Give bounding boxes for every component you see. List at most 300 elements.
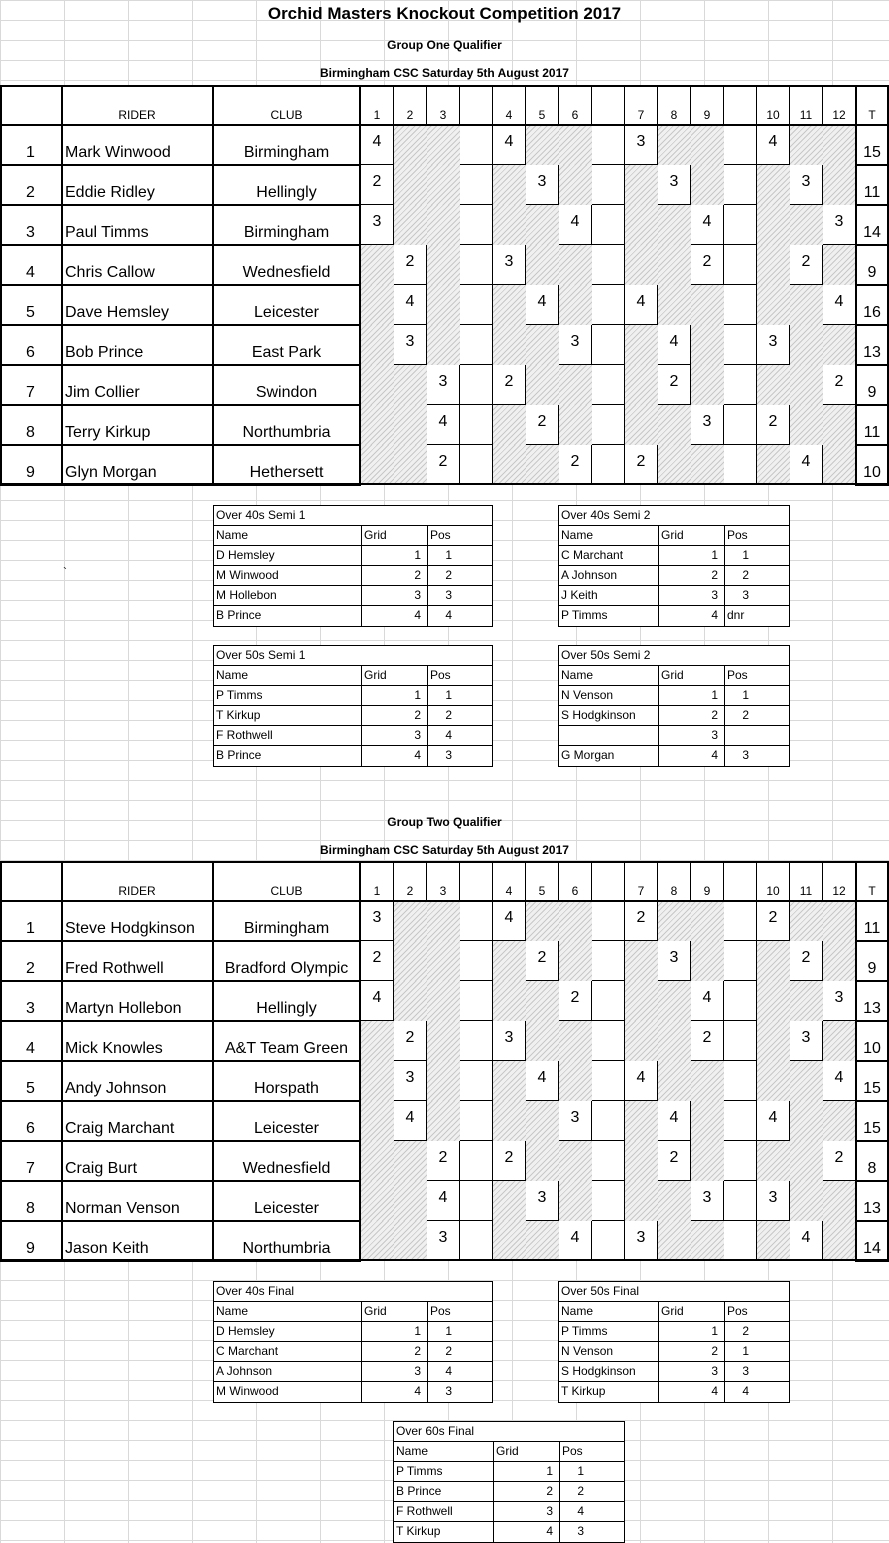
name-cell: Name — [214, 666, 362, 685]
name-cell: S Hodgkinson — [559, 1362, 659, 1381]
empty-heat-cell — [790, 405, 823, 445]
rider-number: 8 — [0, 405, 62, 445]
header-club: CLUB — [213, 85, 361, 125]
rider-name: Steve Hodgkinson — [62, 901, 213, 941]
header-club: CLUB — [213, 861, 361, 901]
empty-heat-cell — [526, 1141, 559, 1181]
group-one-scoresheet — [0, 85, 889, 485]
empty-heat-cell — [823, 1021, 856, 1061]
separator-cell — [460, 205, 493, 245]
row-divider — [0, 1180, 361, 1182]
empty-heat-cell — [526, 365, 559, 405]
header-heat-8: 8 — [658, 861, 691, 901]
table-row — [559, 1362, 789, 1382]
table-header-row — [559, 526, 789, 546]
score-cell: 3 — [493, 1021, 526, 1061]
separator-cell — [592, 125, 625, 165]
score-cell: 4 — [526, 1061, 559, 1101]
empty-heat-cell — [361, 1141, 394, 1181]
score-cell: 2 — [526, 941, 559, 981]
row-divider — [0, 284, 361, 286]
rider-total: 15 — [856, 1101, 889, 1141]
score-cell: 2 — [790, 941, 823, 981]
row-divider — [855, 1020, 889, 1022]
score-cell: 3 — [658, 165, 691, 205]
rider-name: Paul Timms — [62, 205, 213, 245]
pos-cell: 1 — [577, 1464, 584, 1478]
score-cell: 2 — [559, 445, 592, 485]
score-cell: 4 — [625, 1061, 658, 1101]
score-cell: 4 — [361, 981, 394, 1021]
empty-heat-cell — [394, 1181, 427, 1221]
pos-cell: 1 — [742, 1344, 749, 1358]
separator-cell — [724, 1101, 757, 1141]
score-cell: 4 — [658, 1101, 691, 1141]
empty-heat-cell — [493, 165, 526, 205]
table-row — [214, 586, 492, 606]
rider-name: Fred Rothwell — [62, 941, 213, 981]
empty-heat-cell — [625, 405, 658, 445]
table-row — [214, 726, 492, 746]
table-row — [394, 1482, 624, 1502]
score-cell: 4 — [658, 325, 691, 365]
pos-cell: 2 — [742, 708, 749, 722]
score-cell: 3 — [526, 1181, 559, 1221]
grid-cell: 1 — [362, 546, 428, 565]
score-cell: 3 — [559, 325, 592, 365]
rider-total: 9 — [856, 365, 889, 405]
rider-name: Bob Prince — [62, 325, 213, 365]
empty-heat-cell — [427, 285, 460, 325]
row-divider — [0, 940, 361, 942]
row-divider — [855, 404, 889, 406]
rider-number: 1 — [0, 125, 62, 165]
name-cell: P Timms — [559, 606, 659, 626]
pos-cell: 3 — [742, 748, 749, 762]
score-cell: 4 — [427, 1181, 460, 1221]
name-cell: F Rothwell — [214, 726, 362, 745]
score-cell: 3 — [427, 365, 460, 405]
separator-cell — [460, 1021, 493, 1061]
table-row — [559, 546, 789, 566]
empty-heat-cell — [361, 1021, 394, 1061]
empty-heat-cell — [790, 125, 823, 165]
separator-cell — [724, 365, 757, 405]
header-separator — [460, 85, 493, 125]
empty-heat-cell — [394, 445, 427, 485]
empty-heat-cell — [625, 325, 658, 365]
empty-heat-cell — [823, 405, 856, 445]
table-caption: Over 40s Semi 2 — [561, 508, 651, 522]
rider-total: 14 — [856, 205, 889, 245]
table-header-row — [559, 1302, 789, 1322]
name-cell: T Kirkup — [394, 1522, 494, 1542]
table-row — [559, 606, 789, 626]
score-cell: 4 — [691, 205, 724, 245]
pos-cell: 1 — [742, 548, 749, 562]
over-60s-final-table — [393, 1421, 625, 1543]
separator-cell — [460, 325, 493, 365]
empty-heat-cell — [691, 165, 724, 205]
empty-heat-cell — [790, 1181, 823, 1221]
separator-cell — [724, 1021, 757, 1061]
name-cell: A Johnson — [559, 566, 659, 585]
empty-heat-cell — [361, 285, 394, 325]
header-heat-4: 4 — [493, 861, 526, 901]
name-cell — [559, 726, 659, 745]
name-cell: M Winwood — [214, 566, 362, 585]
empty-heat-cell — [559, 1061, 592, 1101]
grid-cell: Grid — [362, 666, 428, 685]
empty-heat-cell — [625, 165, 658, 205]
rider-name: Glyn Morgan — [62, 445, 213, 485]
header-heat-3: 3 — [427, 861, 460, 901]
separator-cell — [460, 245, 493, 285]
rider-name: Mick Knowles — [62, 1021, 213, 1061]
stray-mark: ` — [63, 565, 67, 579]
score-cell: 4 — [361, 125, 394, 165]
row-divider — [0, 364, 361, 366]
separator-cell — [592, 981, 625, 1021]
empty-heat-cell — [658, 445, 691, 485]
rider-club: Leicester — [213, 1181, 361, 1221]
separator-cell — [592, 941, 625, 981]
empty-heat-cell — [493, 1101, 526, 1141]
separator-cell — [724, 165, 757, 205]
pos-cell: 3 — [577, 1524, 584, 1538]
rider-club: Northumbria — [213, 405, 361, 445]
separator-cell — [724, 325, 757, 365]
name-cell: D Hemsley — [214, 546, 362, 565]
score-cell: 2 — [427, 1141, 460, 1181]
score-cell: 3 — [427, 1221, 460, 1261]
empty-heat-cell — [427, 1061, 460, 1101]
name-cell: J Keith — [559, 586, 659, 605]
separator-cell — [724, 901, 757, 941]
pos-cell: 3 — [445, 588, 452, 602]
empty-heat-cell — [790, 981, 823, 1021]
score-cell: 3 — [823, 981, 856, 1021]
score-cell: 2 — [493, 365, 526, 405]
name-cell: F Rothwell — [394, 1502, 494, 1521]
row-divider — [855, 1060, 889, 1062]
separator-cell — [724, 205, 757, 245]
empty-heat-cell — [757, 445, 790, 485]
empty-heat-cell — [757, 165, 790, 205]
pos-cell: 2 — [742, 568, 749, 582]
empty-heat-cell — [658, 1061, 691, 1101]
separator-cell — [460, 1141, 493, 1181]
grid-cell: Grid — [659, 1302, 725, 1321]
rider-number: 2 — [0, 165, 62, 205]
empty-heat-cell — [790, 325, 823, 365]
empty-heat-cell — [361, 325, 394, 365]
name-cell: C Marchant — [214, 1342, 362, 1361]
score-cell: 2 — [691, 1021, 724, 1061]
rider-number: 6 — [0, 1101, 62, 1141]
empty-heat-cell — [691, 1061, 724, 1101]
rider-club: Swindon — [213, 365, 361, 405]
empty-heat-cell — [757, 981, 790, 1021]
separator-cell — [592, 1101, 625, 1141]
table-header-row — [394, 1442, 624, 1462]
separator-cell — [592, 1021, 625, 1061]
header-heat-1: 1 — [361, 85, 394, 125]
empty-heat-cell — [658, 901, 691, 941]
table-row — [214, 546, 492, 566]
empty-heat-cell — [625, 245, 658, 285]
name-cell: B Prince — [394, 1482, 494, 1501]
table-row — [214, 686, 492, 706]
table-row — [214, 1322, 492, 1342]
name-cell: T Kirkup — [559, 1382, 659, 1402]
rider-number: 9 — [0, 445, 62, 485]
table-row — [214, 1382, 492, 1402]
name-cell: Name — [559, 526, 659, 545]
grid-cell: 2 — [659, 566, 725, 585]
empty-heat-cell — [757, 1221, 790, 1261]
empty-heat-cell — [559, 1181, 592, 1221]
separator-cell — [592, 901, 625, 941]
empty-heat-cell — [658, 125, 691, 165]
grid-cell: 2 — [362, 706, 428, 725]
empty-heat-cell — [361, 1101, 394, 1141]
rider-number: 2 — [0, 941, 62, 981]
score-cell: 4 — [394, 285, 427, 325]
rider-number: 3 — [0, 981, 62, 1021]
empty-heat-cell — [658, 1021, 691, 1061]
separator-cell — [460, 1101, 493, 1141]
score-cell: 4 — [691, 981, 724, 1021]
empty-heat-cell — [559, 365, 592, 405]
rider-total: 14 — [856, 1221, 889, 1261]
empty-heat-cell — [691, 125, 724, 165]
empty-heat-cell — [823, 325, 856, 365]
row-divider — [0, 484, 361, 486]
score-cell: 4 — [625, 285, 658, 325]
separator-cell — [460, 365, 493, 405]
table-row — [559, 566, 789, 586]
separator-cell — [460, 1061, 493, 1101]
empty-heat-cell — [823, 1181, 856, 1221]
row-divider — [0, 204, 361, 206]
empty-heat-cell — [427, 901, 460, 941]
separator-cell — [724, 1221, 757, 1261]
separator-cell — [592, 1181, 625, 1221]
rider-name: Andy Johnson — [62, 1061, 213, 1101]
grid-cell: 1 — [659, 546, 725, 565]
empty-heat-cell — [427, 325, 460, 365]
over-40s-final-table — [213, 1281, 493, 1403]
header-rider: RIDER — [62, 861, 213, 901]
grid-cell: Grid — [362, 526, 428, 545]
pos-cell: Pos — [727, 668, 748, 682]
empty-heat-cell — [526, 1101, 559, 1141]
grid-cell: 3 — [362, 726, 428, 745]
separator-cell — [460, 901, 493, 941]
score-cell: 2 — [625, 445, 658, 485]
empty-heat-cell — [493, 405, 526, 445]
header-heat-1: 1 — [361, 861, 394, 901]
separator-cell — [460, 941, 493, 981]
empty-heat-cell — [427, 205, 460, 245]
empty-heat-cell — [658, 245, 691, 285]
header-separator — [592, 861, 625, 901]
pos-cell: Pos — [430, 528, 451, 542]
score-cell: 2 — [361, 941, 394, 981]
separator-cell — [592, 325, 625, 365]
table-row — [559, 586, 789, 606]
empty-heat-cell — [658, 285, 691, 325]
score-cell: 4 — [823, 285, 856, 325]
row-divider — [0, 1260, 361, 1262]
rider-number: 8 — [0, 1181, 62, 1221]
grid-cell: 2 — [362, 566, 428, 585]
score-cell: 4 — [493, 125, 526, 165]
separator-cell — [460, 1221, 493, 1261]
grid-cell: 2 — [362, 1342, 428, 1361]
empty-heat-cell — [526, 981, 559, 1021]
rider-name: Terry Kirkup — [62, 405, 213, 445]
rider-total: 11 — [856, 901, 889, 941]
empty-heat-cell — [757, 285, 790, 325]
empty-heat-cell — [691, 325, 724, 365]
rider-total: 13 — [856, 325, 889, 365]
grid-cell: Grid — [362, 1302, 428, 1321]
rider-number: 5 — [0, 285, 62, 325]
row-divider — [855, 1260, 889, 1262]
separator-cell — [724, 125, 757, 165]
empty-heat-cell — [559, 165, 592, 205]
empty-heat-cell — [526, 901, 559, 941]
score-cell: 2 — [823, 1141, 856, 1181]
empty-heat-cell — [361, 445, 394, 485]
table-header-row — [214, 666, 492, 686]
score-cell: 4 — [526, 285, 559, 325]
row-divider — [0, 1060, 361, 1062]
empty-heat-cell — [658, 205, 691, 245]
page-title: Orchid Masters Knockout Competition 2017 — [267, 4, 622, 23]
group-two-venue: Birmingham CSC Saturday 5th August 2017 — [320, 843, 569, 857]
rider-club: Birmingham — [213, 901, 361, 941]
table-header-row — [214, 526, 492, 546]
name-cell: A Johnson — [214, 1362, 362, 1381]
row-divider — [855, 484, 889, 486]
header-heat-3: 3 — [427, 85, 460, 125]
header-heat-11: 11 — [790, 85, 823, 125]
row-divider — [855, 980, 889, 982]
score-cell: 3 — [757, 325, 790, 365]
row-divider — [0, 980, 361, 982]
row-divider — [855, 164, 889, 166]
empty-heat-cell — [526, 245, 559, 285]
separator-cell — [724, 1141, 757, 1181]
empty-heat-cell — [625, 1181, 658, 1221]
grid-cell: 4 — [659, 1382, 725, 1402]
row-divider — [0, 444, 361, 446]
grid-cell: 4 — [659, 746, 725, 766]
separator-cell — [592, 1061, 625, 1101]
empty-heat-cell — [658, 1221, 691, 1261]
score-cell: 2 — [691, 245, 724, 285]
separator-cell — [724, 941, 757, 981]
rider-name: Craig Marchant — [62, 1101, 213, 1141]
table-row — [394, 1522, 624, 1542]
name-cell: T Kirkup — [214, 706, 362, 725]
empty-heat-cell — [493, 325, 526, 365]
empty-heat-cell — [625, 981, 658, 1021]
name-cell: N Venson — [559, 1342, 659, 1361]
score-cell: 4 — [790, 445, 823, 485]
empty-heat-cell — [427, 245, 460, 285]
separator-cell — [724, 405, 757, 445]
name-cell: B Prince — [214, 746, 362, 766]
rider-total: 13 — [856, 981, 889, 1021]
rider-name: Norman Venson — [62, 1181, 213, 1221]
score-cell: 4 — [757, 1101, 790, 1141]
empty-heat-cell — [823, 901, 856, 941]
separator-cell — [724, 245, 757, 285]
score-cell: 2 — [361, 165, 394, 205]
empty-heat-cell — [691, 285, 724, 325]
separator-cell — [592, 285, 625, 325]
score-cell: 4 — [790, 1221, 823, 1261]
header-number — [0, 861, 62, 901]
rider-club: Wednesfield — [213, 245, 361, 285]
empty-heat-cell — [493, 981, 526, 1021]
score-cell: 2 — [757, 901, 790, 941]
rider-club: Hellingly — [213, 165, 361, 205]
group-two-heading: Group Two Qualifier — [387, 815, 502, 829]
rider-name: Martyn Hollebon — [62, 981, 213, 1021]
score-cell: 2 — [559, 981, 592, 1021]
over-50s-semi-2-table — [558, 645, 790, 767]
grid-cell: 4 — [494, 1522, 560, 1542]
empty-heat-cell — [658, 981, 691, 1021]
empty-heat-cell — [361, 245, 394, 285]
score-cell: 3 — [361, 901, 394, 941]
pos-cell: 3 — [445, 1384, 452, 1398]
rider-club: Leicester — [213, 1101, 361, 1141]
separator-cell — [724, 1181, 757, 1221]
score-cell: 3 — [625, 125, 658, 165]
header-number — [0, 85, 62, 125]
score-cell: 4 — [757, 125, 790, 165]
header-separator — [724, 85, 757, 125]
grid-cell: 3 — [362, 1362, 428, 1381]
header-heat-6: 6 — [559, 85, 592, 125]
score-cell: 2 — [427, 445, 460, 485]
row-divider — [855, 1100, 889, 1102]
score-cell: 3 — [691, 405, 724, 445]
name-cell: C Marchant — [559, 546, 659, 565]
empty-heat-cell — [394, 405, 427, 445]
row-divider — [0, 244, 361, 246]
header-separator — [724, 861, 757, 901]
empty-heat-cell — [394, 165, 427, 205]
rider-club: A&T Team Green — [213, 1021, 361, 1061]
header-heat-7: 7 — [625, 85, 658, 125]
empty-heat-cell — [493, 1181, 526, 1221]
table-caption: Over 50s Final — [561, 1284, 640, 1298]
header-divider — [0, 124, 889, 126]
rider-club: Wednesfield — [213, 1141, 361, 1181]
score-cell: 2 — [526, 405, 559, 445]
score-cell: 3 — [394, 1061, 427, 1101]
table-row — [214, 1362, 492, 1382]
rider-total: 11 — [856, 405, 889, 445]
rider-number: 3 — [0, 205, 62, 245]
